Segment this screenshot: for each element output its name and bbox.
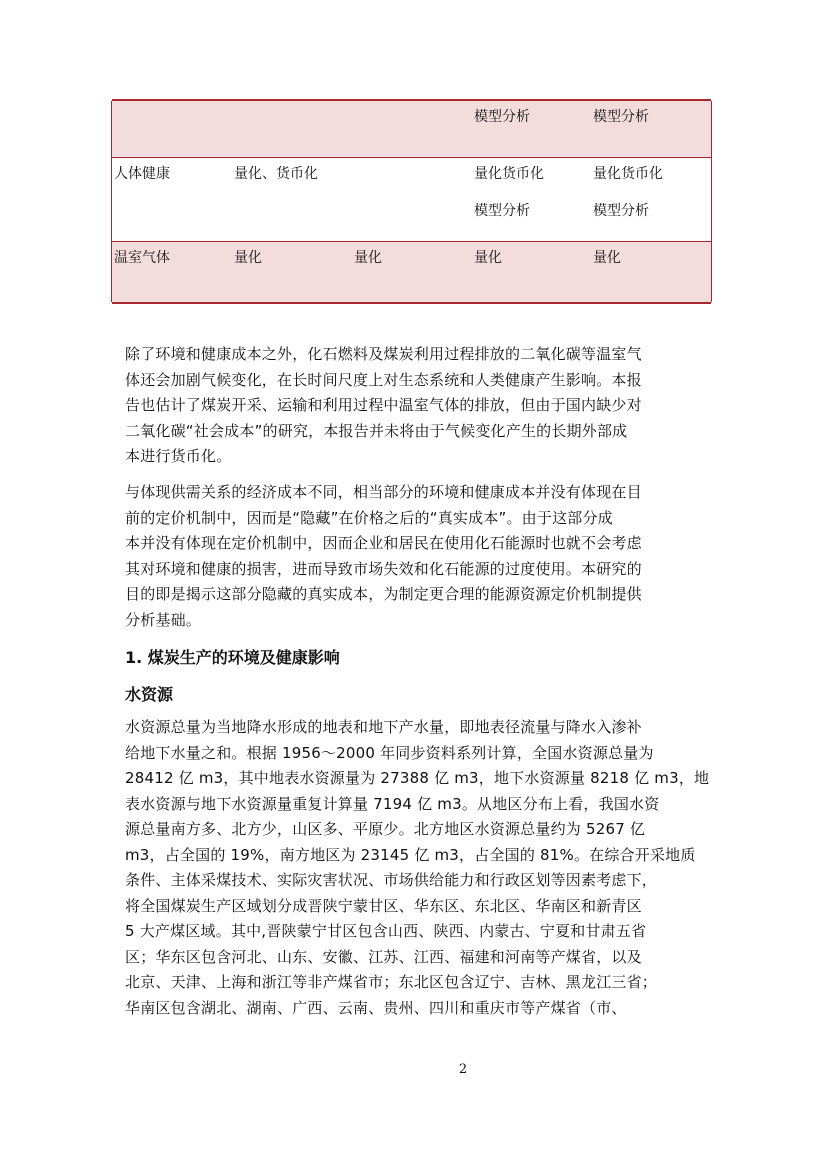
table-cell: 温室气体 [114,250,170,266]
subsection-heading: 水资源 [125,685,174,704]
table-cell [112,101,232,157]
table-cell: 量化货币化 模型分析 [593,166,663,219]
table-cell: 量化 [354,250,382,266]
paragraph-climate: 除了环境和健康成本之外，化石燃料及煤炭利用过程排放的二氧化碳等温室气 体还会加剧气候变化，在长时间尺度上对生态系统和人类健康产生影响。本报 告也估计了煤炭开采、运输和利用过程中温室气体的排放，但由于国内缺少对 二氧化碳“社会成本”的研究，本报告并未将由于气候变化产生的长期外部成 本进行货币化。 [125,345,642,465]
table-cell: 量化货币化 模型分析 [474,166,544,219]
table-cell: 量化 [593,250,621,266]
table-row [112,157,711,241]
table-cell [232,101,352,157]
table-cell: 人体健康 [114,166,170,182]
table-cell [352,101,472,157]
impact-table [112,99,711,304]
table-row [112,101,711,157]
table-row [112,241,711,302]
paragraph-water-resources: 水资源总量为当地降水形成的地表和地下产水量，即地表径流量与降水入渗补 给地下水量之和。根据 1956～2000 年同步资料系列计算，全国水资源总量为 28412 亿 m3，其中地表水资源量为 27388 亿 m3，地下水资源量 8218 亿 m3，地 表水资源与地下水资源量重复计算量 7194 亿 m3。从地区分布上看，我国水资 源总量南方多、北方少，山区多、平原少。北方地区水资源总量约为 5267 亿 m3，占全国的 19%，南方地区为 23145 亿 m3，占全国的 81%。在综合开采地质 条件、主体采煤技术、实际灾害状况、市场供给能力和行政区划等因素考虑下， 将全国煤炭生产区域划分成晋陕宁蒙甘区、华东区、东北区、华南区和新青区 5 大产煤区域。其中,晋陕蒙宁甘区包含山西、陕西、内蒙古、宁夏和甘肃五省 区；华东区包含河北、山东、安徽、江苏、江西、福建和河南等产煤省，以及 北京、天津、上海和浙江等非产煤省市；东北区包含辽宁、吉林、黑龙江三省； 华南区包含湖北、湖南、广西、云南、贵州、四川和重庆市等产煤省（市、 [125,718,710,1017]
page-number: 2 [458,1062,468,1077]
table-cell: 量化、货币化 [234,166,318,182]
table-cell: 模型分析 [474,109,530,125]
paragraph-hidden-cost: 与体现供需关系的经济成本不同，相当部分的环境和健康成本并没有体现在目 前的定价机制中，因而是“隐藏”在价格之后的“真实成本”。由于这部分成 本并没有体现在定价机制中，因而企业和居民在使用化石能源时也就不会考虑 其对环境和健康的损害，进而导致市场失效和化石能源的过度使用。本研究的 目的即是揭示这部分隐藏的真实成本，为制定更合理的能源资源定价机制提供 分析基础。 [125,483,642,629]
table-cell [352,158,472,241]
table-cell: 量化 [234,250,262,266]
section-heading: 1. 煤炭生产的环境及健康影响 [125,648,340,667]
table-cell: 模型分析 [593,109,649,125]
table-cell: 量化 [474,250,502,266]
